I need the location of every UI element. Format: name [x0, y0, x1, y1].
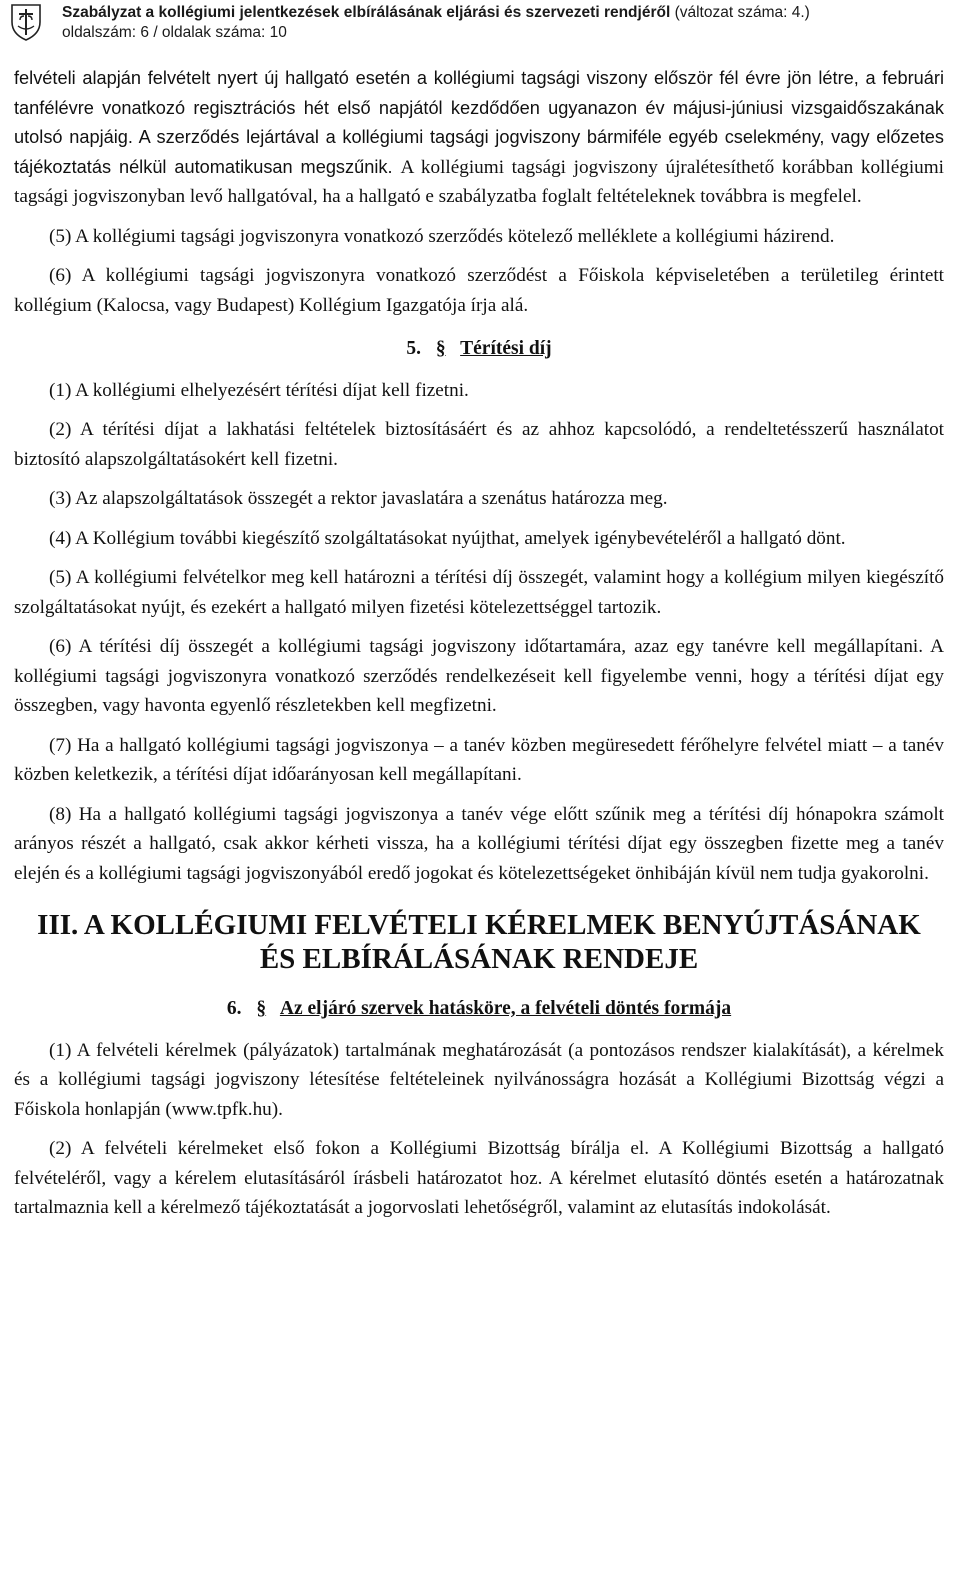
paragraph-5-1: (1) A kollégiumi elhelyezésért térítési díjat kell fizetni. — [49, 379, 469, 401]
section-heading-5 — [14, 334, 944, 364]
college-crest-icon — [6, 2, 46, 42]
paragraph-5-8: (8) Ha a hallgató kollégiumi tagsági jogviszonya a tanév vége előtt szűnik meg a térítési díj hónapokra számolt arányos részét a hallgató, csak akkor kérheti vissza, ha a kollégiumi térítési díjat egy összegben fizette meg a tanév elején és a kollégiumi tagsági jogviszonyából eredő jogokat és kötelezettségeket önhibáján kívül nem tudja gyakorolni. — [14, 803, 944, 884]
header-text — [62, 3, 942, 43]
paragraph-5-7: (7) Ha a hallgató kollégiumi tagsági jogviszonya – a tanév közben megüresedett férőhelyre felvétel miatt – a tanév közben keletkezik, a térítési díjat időarányosan kell megállapítani. — [14, 734, 944, 785]
chapter-heading-line: III. A KOLLÉGIUMI FELVÉTELI KÉRELMEK BENYÚJTÁSÁNAK — [37, 909, 921, 941]
chapter-heading — [14, 908, 944, 976]
section-number: 6. — [226, 998, 242, 1019]
section-number: 5. — [406, 338, 421, 359]
section-sign: § — [435, 338, 446, 359]
section-sign: § — [256, 998, 267, 1019]
document-body — [14, 64, 944, 1233]
header-title: Szabályzat a kollégiumi jelentkezések elbírálásának eljárási és szervezeti rendjéről — [62, 4, 671, 21]
paragraph-5-6: (6) A térítési díj összegét a kollégiumi tagsági jogviszony időtartamára, azaz egy tanévre kell megállapítani. A kollégiumi tagsági jogviszonyra vonatkozó szerződés rendelkezéseit kell figyelembe venni, hogy a térítési díjat egy összegben, vagy havonta egyenlő részletekben kell megfizetni. — [14, 636, 944, 716]
paragraph-4-6: (6) A kollégiumi tagsági jogviszonyra vonatkozó szerződést a Főiskola képviseletében a területileg érintett kollégium (Kalocsa, vagy Budapest) Kollégium Igazgatója írja alá. — [14, 265, 944, 316]
paragraph-text: A szerződés lejártával a kollégiumi tagsági jogviszony bármiféle egyéb cselekmény, vagy előzetes tájékoztatás nélkül automatikusan megszűnik. — [14, 127, 944, 177]
chapter-heading-line: ÉS ELBÍRÁLÁSÁNAK RENDEJE — [259, 943, 699, 975]
section-title: Térítési díj — [460, 338, 552, 359]
paragraph-text-serif: A kollégiumi tagsági jogviszony újralétesíthető korábban kollégiumi tagsági jogviszonyban levő hallgatóval, ha a hallgató e szabályzatba foglalt feltételeknek továbbra is megfelel. — [14, 156, 945, 207]
paragraph-continued — [14, 64, 944, 212]
paragraph-5-2: (2) A térítési díjat a lakhatási feltételek biztosításáért és az ahhoz kapcsolódó, a rendeltetésszerű használatot biztosító alapszolgáltatásokért kell fizetni. — [14, 419, 944, 470]
page-header — [0, 0, 960, 40]
header-pagination: oldalszám: 6 / oldalak száma: 10 — [62, 24, 287, 41]
section-heading-6 — [14, 994, 944, 1024]
paragraph-6-2: (2) A felvételi kérelmeket első fokon a Kollégiumi Bizottság bírálja el. A Kollégiumi Bizottság a hallgató felvételéről, vagy a kérelem elutasításáról írásbeli határozatot hoz. A kérelmet elutasító döntés esetén a határozatnak tartalmaznia kell a kérelmező tájékoztatását a jogorvoslati lehetőségről, valamint az elutasítás indokolását. — [14, 1138, 944, 1218]
paragraph-4-5: (5) A kollégiumi tagsági jogviszonyra vonatkozó szerződés kötelező melléklete a kollégiumi házirend. — [49, 225, 835, 247]
paragraph-5-5: (5) A kollégiumi felvételkor meg kell határozni a térítési díj összegét, valamint hogy a kollégium milyen kiegészítő szolgáltatásokat nyújt, és ezekért a hallgató milyen fizetési kötelezettséggel tartozik. — [14, 567, 944, 618]
paragraph-5-4: (4) A Kollégium további kiegészítő szolgáltatásokat nyújthat, amelyek igénybevételéről a hallgató dönt. — [49, 527, 846, 549]
paragraph-text: felvételi alapján felvételt nyert új hallgató esetén a kollégiumi tagsági viszony először fél évre jön létre, a februári tanfélévre vonatkozó regisztrációs hét első napjától kezdődően ugyanazon év májusi-júniusi vizsgaidőszakának utolsó napjáig. — [14, 68, 944, 147]
section-title: Az eljáró szervek hatásköre, a felvételi döntés formája — [279, 998, 732, 1019]
paragraph-6-1: (1) A felvételi kérelmek (pályázatok) tartalmának meghatározását (a pontozásos rendszer kialakítását), a kérelmek és a kollégiumi tagsági jogviszony létesítése feltételeinek nyilvánosságra hozását a Kollégiumi Bizottság végzi a Főiskola honlapján (www.tpfk.hu). — [14, 1039, 944, 1120]
header-version: (változat száma: 4.) — [674, 4, 810, 21]
paragraph-5-3: (3) Az alapszolgáltatások összegét a rektor javaslatára a szenátus határozza meg. — [49, 488, 668, 509]
